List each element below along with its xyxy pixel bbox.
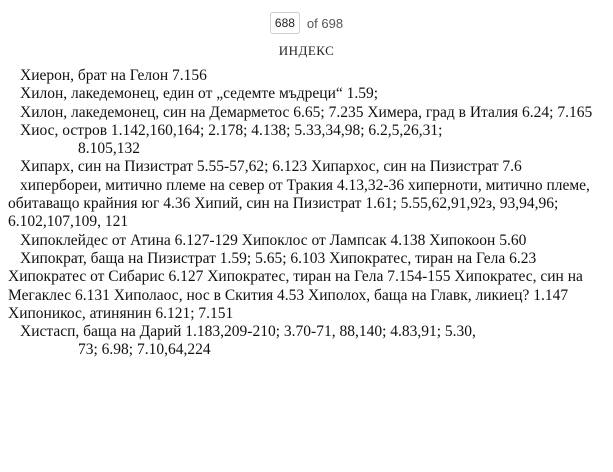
index-entry-text: Хиерон, брат на Гелон 7.156	[20, 67, 207, 84]
index-entry	[8, 104, 608, 122]
index-entry	[8, 250, 608, 323]
page-count-label: of 698	[306, 15, 344, 31]
index-entry-text: Хиос, остров 1.142,160,164; 2.178; 4.138; 5.33,34,98; 6.2,5,26,31;	[20, 121, 443, 139]
index-entry-text: Хилон, лакедемонец, един от „седемте мъдреци“ 1.59;	[20, 85, 379, 103]
index-entry	[8, 67, 608, 85]
page-navigator	[0, 10, 613, 36]
index-entry	[8, 232, 608, 250]
page-number-input[interactable]	[270, 12, 300, 34]
section-heading: ИНДЕКС	[278, 43, 335, 58]
index-text	[8, 67, 608, 360]
index-entry	[8, 85, 608, 103]
index-entry	[8, 158, 608, 176]
index-entry-text: Хистасп, баща на Дарий 1.183,209-210; 3.70-71, 88,140; 4.83,91; 5.30,	[20, 323, 476, 341]
index-entry	[8, 122, 608, 159]
index-entry-text: хипербореи, митично племе на север от Тракия 4.13,32-36 хиперноти, митично племе, обитаващо крайния юг 4.36 Хипий, син на Пизистрат 1.61; 5.55,62,91,92з, 93,94,96; 6.102,107,109, 121	[8, 176, 590, 231]
index-entry-continuation: 8.105,132	[78, 140, 140, 158]
index-entry-text: Хипоклейдес от Атина 6.127-129 Хипоклос от Лампсак 4.138 Хипокоон 5.60	[20, 231, 527, 249]
index-entry-text: Хилон, лакедемонец, син на Демарметос 6.65; 7.235 Химера, град в Италия 6.24; 7.165	[20, 103, 593, 121]
index-entry-continuation: 73; 6.98; 7.10,64,224	[78, 341, 211, 359]
index-entry	[8, 177, 608, 232]
index-entry-text: Хипарх, син на Пизистрат 5.55-57,62; 6.123 Хипархос, син на Пизистрат 7.6	[20, 158, 522, 176]
index-entry	[8, 323, 608, 360]
index-entry-text: Хипократ, баща на Пизистрат 1.59; 5.65; 6.103 Хипократес, тиран на Гела 6.23 Хипократес от Сибарис 6.127 Хипократес, тиран на Гела 7.154-155 Хипократес, син на Мегаклес 6.131 Хиполаос, нос в Скития 4.53 Хиполох, баща на Главк, ликиец? 1.147 Хипоникос, атинянин 6.121; 7.151	[8, 249, 583, 322]
